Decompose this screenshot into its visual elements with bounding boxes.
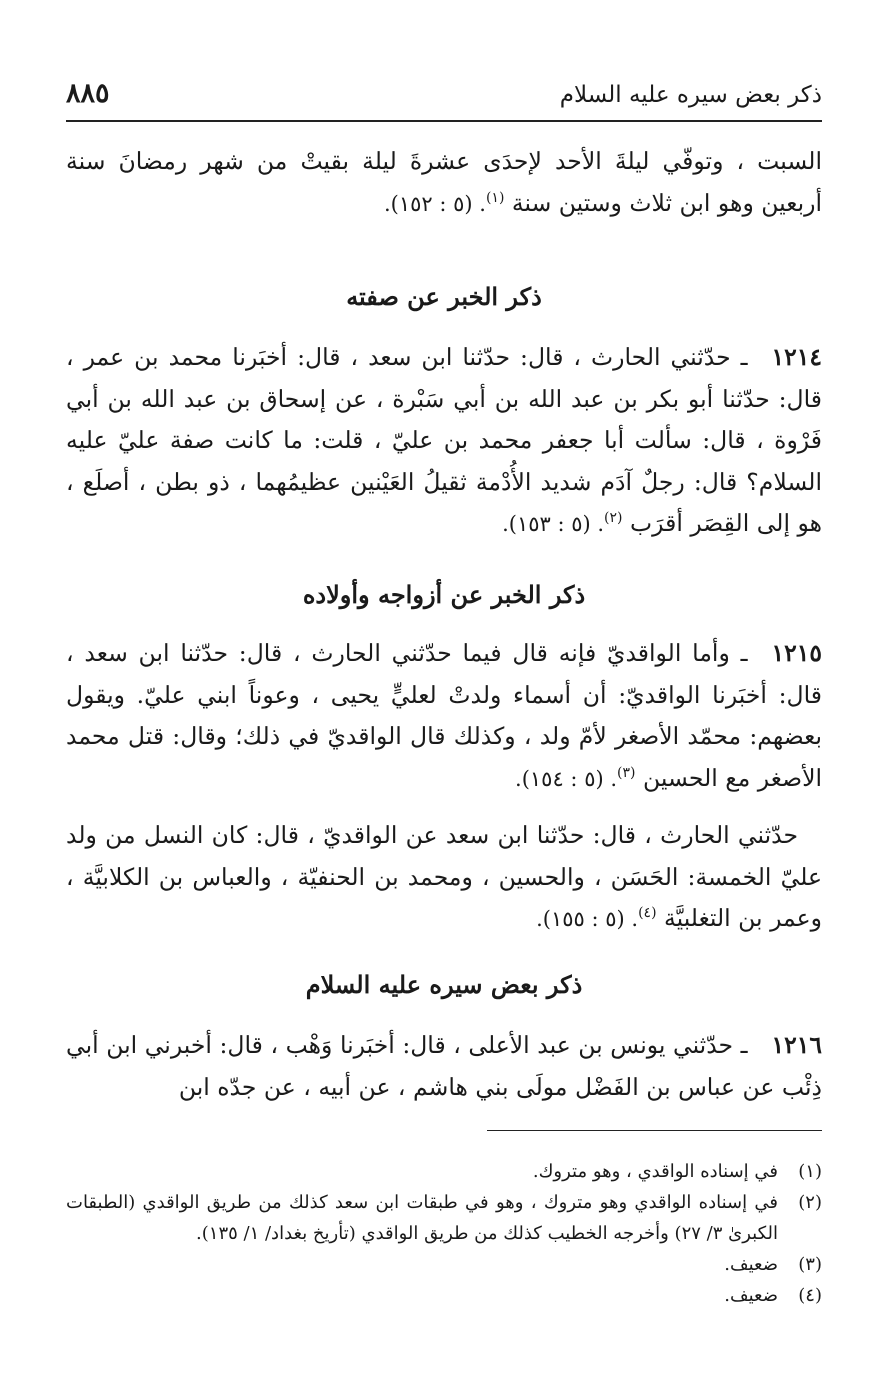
source-reference: . (٥ : ١٥٣).: [502, 512, 605, 536]
footnote: [66, 1280, 822, 1311]
footnote-text: في إسناده الواقدي ، وهو متروك.: [532, 1161, 778, 1182]
narration-1215: [66, 633, 822, 800]
footnotes-list: [66, 1156, 822, 1311]
source-reference: . (٥ : ١٥٢).: [383, 191, 486, 216]
footnote-text: في إسناده الواقدي وهو متروك ، وهو في طبقات ابن سعد كذلك من طريق الواقدي (الطبقات الكبرىٰ ٣/ ٢٧) وأخرجه الخطيب كذلك من طريق الواقدي (تأريخ بغداد/ ١/ ١٣٥).: [66, 1192, 778, 1244]
footnote-text: ضعيف.: [724, 1285, 778, 1306]
footnote-marker-4: (٤): [638, 905, 657, 922]
section-heading-wives-children: ذكر الخبر عن أزواجه وأولاده: [302, 580, 586, 609]
narration-text: حدّثني الحارث ، قال: حدّثنا ابن سعد عن الواقديّ ، قال: كان النسل من ولد عليّ الخمسة: الحَسَن ، والحسين ، ومحمد بن الحنفيّة ، والعباس بن الكلابيَّة ، وعمر بن التغلبيَّة: [66, 821, 822, 932]
footnote: [66, 1156, 822, 1187]
narration-1216: [66, 1025, 822, 1108]
source-reference: . (٥ : ١٥٥).: [536, 907, 639, 931]
section-heading-description: ذكر الخبر عن صفته: [346, 282, 542, 311]
footnote-text: ضعيف.: [724, 1254, 778, 1275]
narration-text: ـ حدّثني الحارث ، قال: حدّثنا ابن سعد ، قال: أخبَرنا محمد بن عمر ، قال: حدّثنا أبو بكر بن عبد الله بن أبي سَبْرة ، عن إسحاق بن عبد الله بن أبي فَرْوة ، قال: سألت أبا جعفر محمد بن عليّ ، قلت: ما كانت صفة عليّ عليه السلام؟ قال: رجلٌ آدَم شديد الأُدْمة ثقيلُ العَيْنين عظيمُهما ، ذو بطن ، أصلَع ، هو إلى القِصَر أقرَب: [66, 343, 822, 537]
footnote-marker-2: (٢): [604, 510, 623, 527]
narration-text: ـ وأما الواقديّ فإنه قال فيما حدّثني الحارث ، قال: حدّثنا ابن سعد ، قال: أخبَرنا الواقديّ: أن أسماء ولدتْ لعليٍّ يحيى ، وعوناً ابني عليّ. ويقول بعضهم: محمّد الأصغر لأمّ ولد ، وكذلك قال الواقديّ في ذلك؛ وقال: قتل محمد الأصغر مع الحسين: [66, 639, 822, 792]
running-header: [66, 78, 822, 122]
footnote-marker-1: (١): [485, 189, 505, 206]
section-heading-conduct: ذكر بعض سيره عليه السلام: [305, 970, 583, 999]
narration-text: ـ حدّثني يونس بن عبد الأعلى ، قال: أخبَرنا وَهْب ، قال: أخبرني ابن أبي ذِئْب عن عباس بن الفَضْل مولَى بني هاشم ، عن أبيه ، عن جدّه ابن: [66, 1031, 822, 1101]
narration-1214: [66, 337, 822, 546]
narration-continuation: [66, 815, 822, 941]
intro-text: السبت ، وتوفّي ليلةَ الأحد لإحدَى عشرةَ ليلة بقيتْ من شهر رمضانَ سنة أربعين وهو ابن ثلاث وستين سنة: [66, 147, 822, 217]
narration-number: ١٢١٥: [771, 639, 822, 667]
footnote: [66, 1249, 822, 1280]
narration-number: ١٢١٦: [771, 1031, 822, 1059]
footnote: [66, 1187, 822, 1249]
narration-number: ١٢١٤: [771, 343, 822, 371]
source-reference: . (٥ : ١٥٤).: [515, 766, 618, 791]
intro-paragraph: [66, 141, 822, 225]
footnote-number: (٤): [798, 1285, 822, 1306]
footnote-number: (١): [798, 1161, 822, 1182]
footnote-marker-3: (٣): [617, 764, 636, 781]
footnote-divider: [487, 1130, 822, 1131]
book-page: [66, 0, 822, 1392]
running-title: ذكر بعض سيره عليه السلام: [559, 82, 822, 108]
footnote-number: (٣): [798, 1254, 822, 1275]
footnote-number: (٢): [798, 1192, 822, 1213]
page-number: ٨٨٥: [66, 78, 110, 109]
